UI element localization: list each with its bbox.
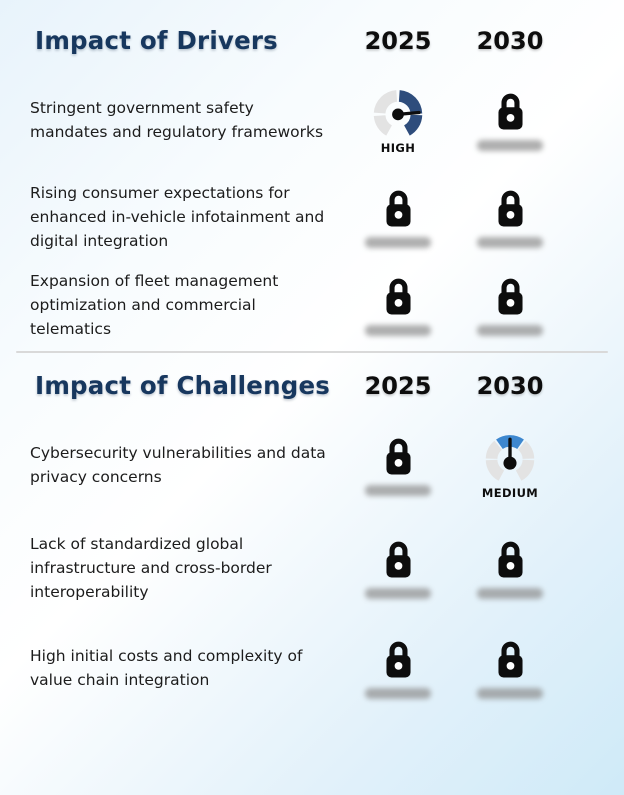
impact-cell-2025 (342, 274, 454, 336)
gauge-medium-icon (482, 431, 538, 484)
impact-cell-2030 (454, 186, 566, 248)
impact-cell-2030 (454, 89, 566, 151)
lock-icon (380, 186, 417, 229)
impact-cell-2025 (342, 434, 454, 496)
challenges-section (0, 371, 624, 714)
driver-text: Rising consumer expectations for enhanced in-vehicle infotainment and digital integration (30, 183, 325, 250)
table-row (0, 167, 624, 267)
impact-cell-2030 (454, 537, 566, 599)
section-divider (16, 351, 608, 353)
lock-icon (492, 186, 529, 229)
driver-text: Stringent government safety mandates and regulatory frameworks (30, 98, 324, 141)
impact-level-label: MEDIUM (481, 485, 539, 500)
table-row (0, 73, 624, 167)
table-row (0, 416, 624, 514)
redacted-text-bar (477, 688, 543, 699)
lock-icon (380, 537, 417, 580)
gauge-high-icon (370, 86, 426, 139)
drivers-section (0, 26, 624, 343)
lock-icon (380, 637, 417, 680)
column-header-2025: 2025 (364, 26, 432, 55)
table-row (0, 267, 624, 343)
challenge-text: High initial costs and complexity of value chain integration (30, 646, 303, 689)
table-row (0, 622, 624, 714)
lock-icon (380, 274, 417, 317)
redacted-text-bar (365, 485, 431, 496)
column-header-2030: 2030 (476, 371, 544, 400)
table-row (0, 514, 624, 622)
impact-cell-2030 (454, 637, 566, 699)
challenge-text: Lack of standardized global infrastructure and cross-border interoperability (30, 534, 272, 601)
redacted-text-bar (477, 588, 543, 599)
driver-text: Expansion of fleet management optimization and commercial telematics (30, 271, 279, 338)
challenges-rows (0, 416, 624, 714)
challenges-header-row (0, 371, 624, 400)
drivers-rows (0, 73, 624, 343)
impact-cell-2025 (342, 537, 454, 599)
redacted-text-bar (365, 588, 431, 599)
impact-cell-2025 (342, 186, 454, 248)
section-title-challenges: Impact of Challenges (35, 371, 331, 400)
lock-icon (492, 89, 529, 132)
redacted-text-bar (365, 237, 431, 248)
redacted-text-bar (365, 325, 431, 336)
redacted-text-bar (477, 325, 543, 336)
column-header-2030: 2030 (476, 26, 544, 55)
column-header-2025: 2025 (364, 371, 432, 400)
lock-icon (492, 637, 529, 680)
infographic-page (0, 26, 624, 795)
impact-cell-2030 (454, 274, 566, 336)
impact-cell-2030 (454, 431, 566, 500)
impact-cell-2025 (342, 86, 454, 155)
section-title-drivers: Impact of Drivers (35, 26, 278, 55)
redacted-text-bar (477, 140, 543, 151)
lock-icon (492, 274, 529, 317)
redacted-text-bar (477, 237, 543, 248)
drivers-header-row (0, 26, 624, 55)
impact-level-label: HIGH (380, 140, 416, 155)
lock-icon (380, 434, 417, 477)
lock-icon (492, 537, 529, 580)
challenge-text: Cybersecurity vulnerabilities and data privacy concerns (30, 443, 326, 486)
impact-cell-2025 (342, 637, 454, 699)
redacted-text-bar (365, 688, 431, 699)
